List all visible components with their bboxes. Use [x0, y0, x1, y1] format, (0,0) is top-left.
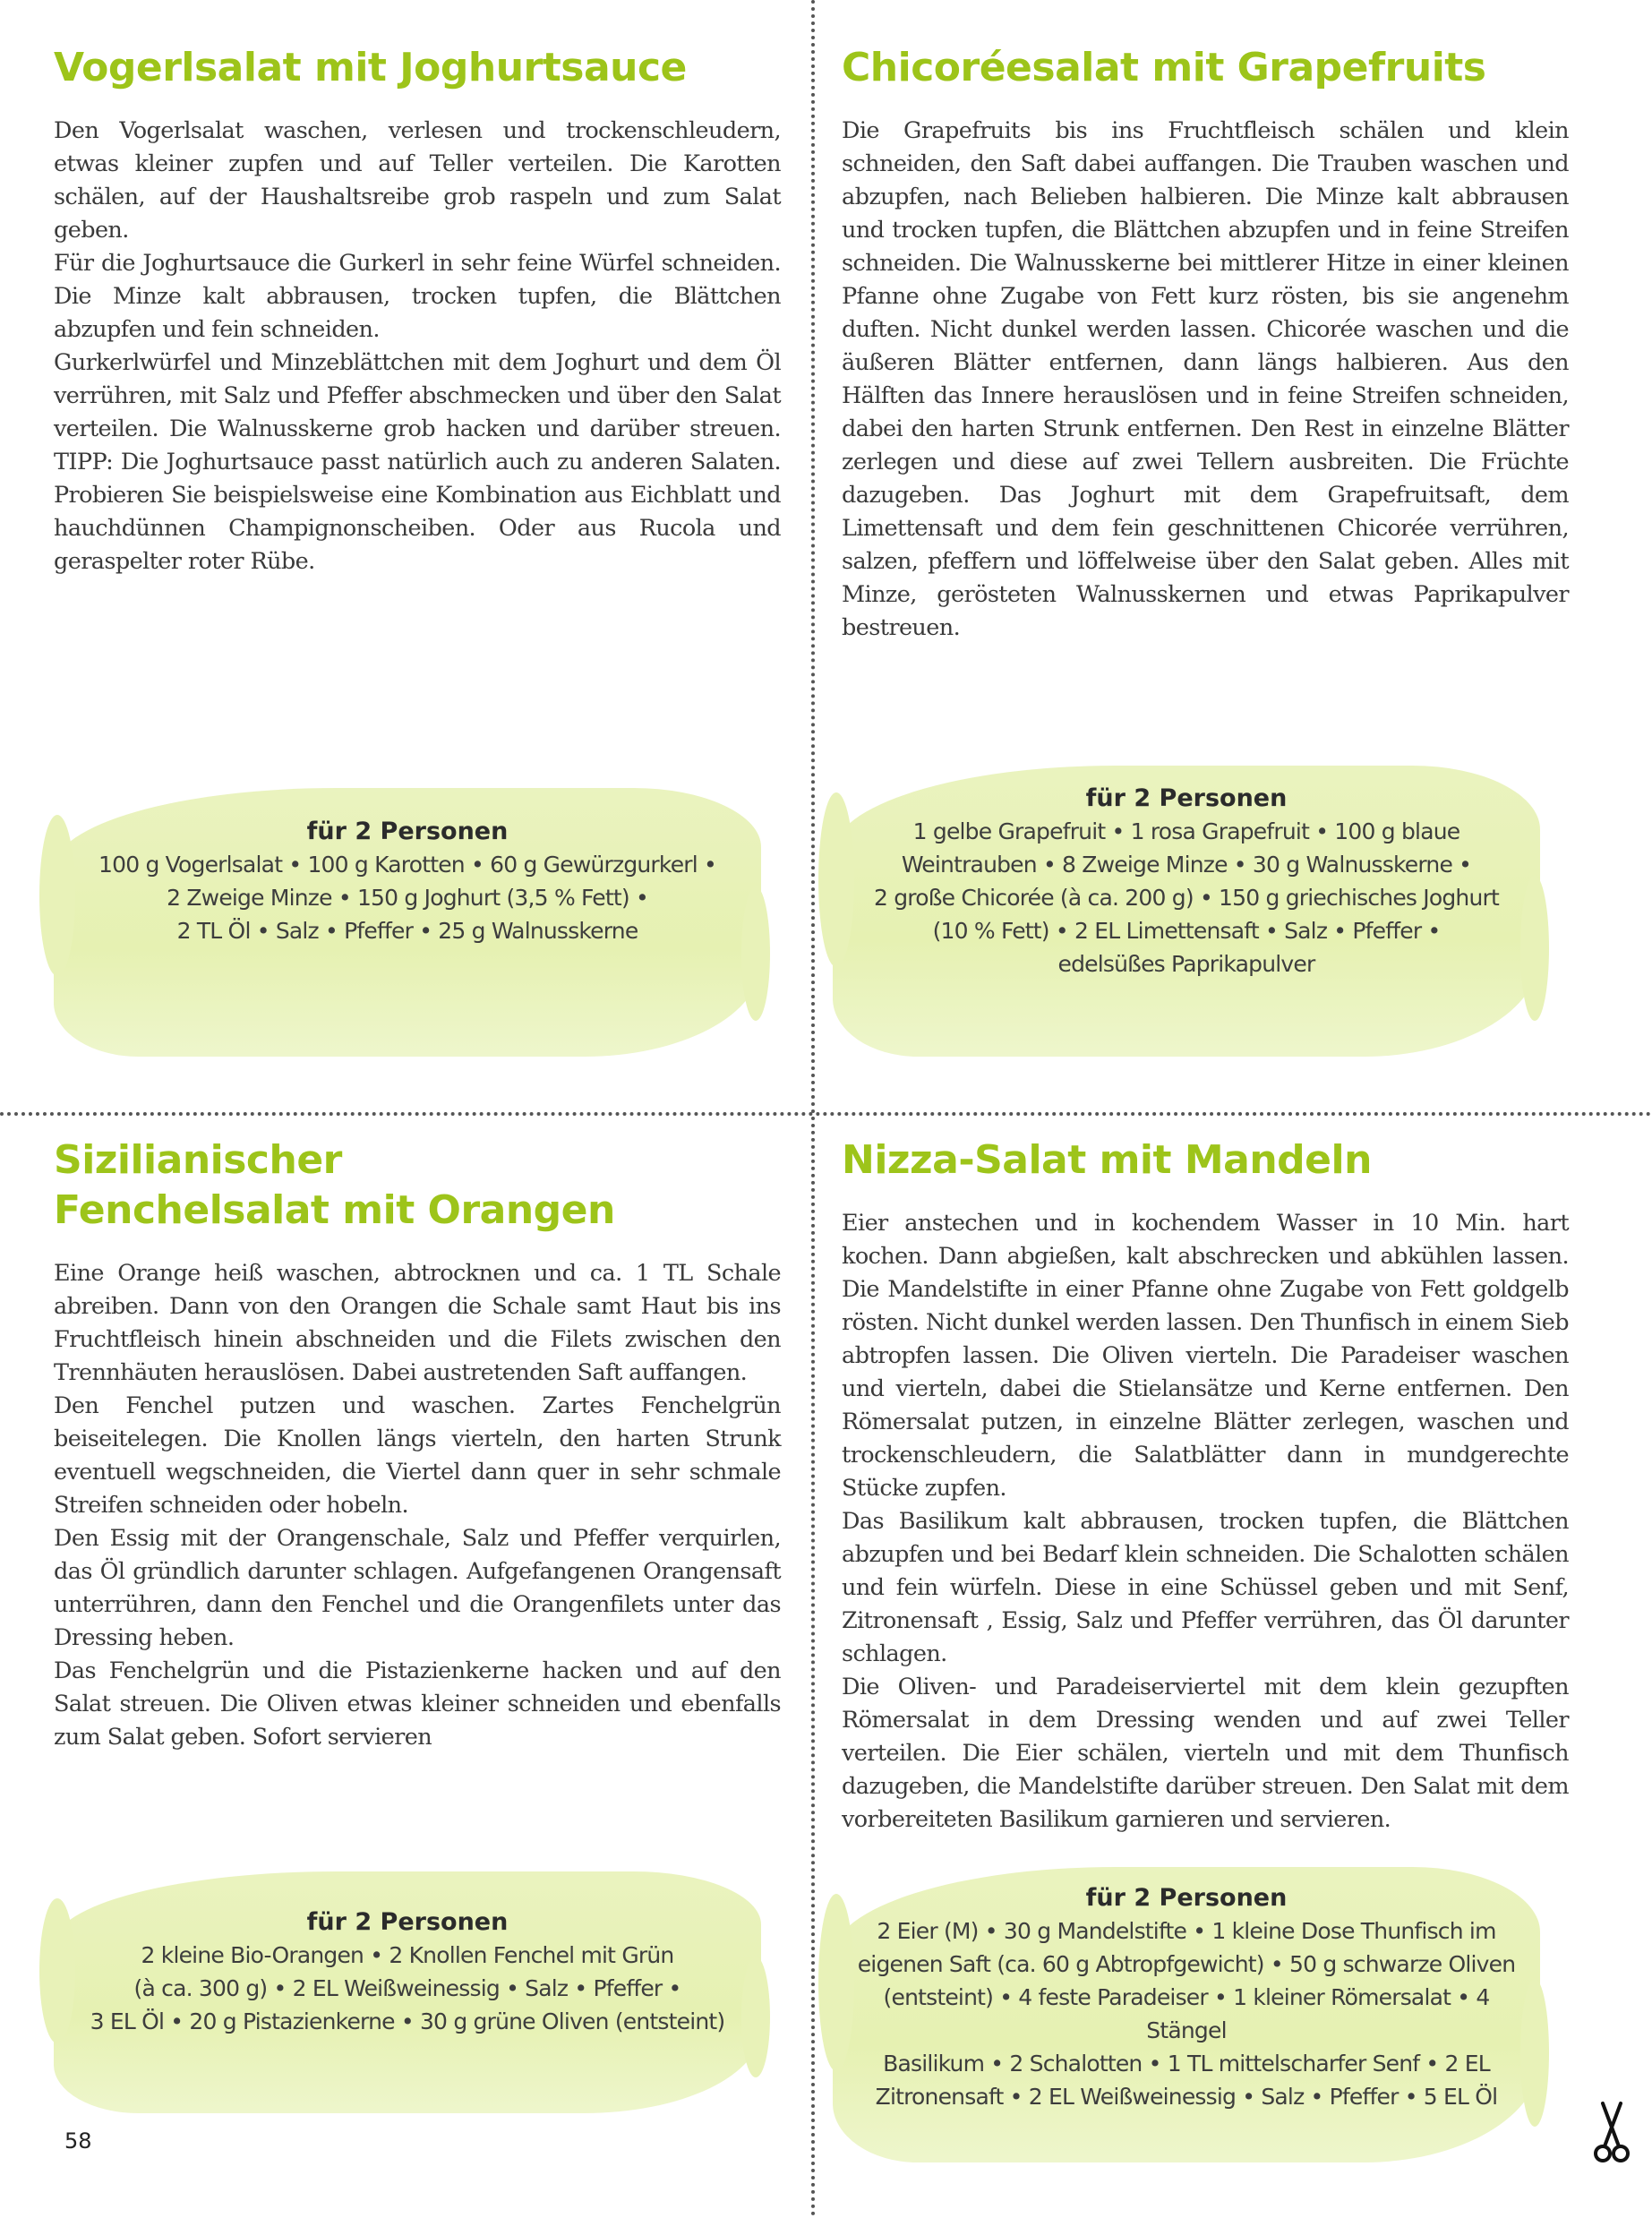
ingredient-line: 2 Zweige Minze • 150 g Joghurt (3,5 % Fett) • [167, 885, 648, 911]
instruction-paragraph: Eine Orange heiß waschen, abtrocknen und ca. 1 TL Schale abreiben. Dann von den Orangen die Schale samt Haut bis ins Fruchtfleisch hinein abschneiden und die Filets zwischen den Trennhäuten herauslösen. Dabei austretenden Saft auffangen. [54, 1260, 781, 1386]
recipe-title: Nizza-Salat mit Mandeln [842, 1137, 1372, 1183]
recipe-instructions [842, 1207, 1569, 1837]
ingredients-box-vogerlsalat [54, 788, 761, 1057]
servings-label: für 2 Personen [1085, 1884, 1288, 1912]
ingredient-line: 3 EL Öl • 20 g Pistazienkerne • 30 g grüne Oliven (entsteint) [90, 2008, 725, 2034]
ingredient-line: 2 kleine Bio-Orangen • 2 Knollen Fenchel mit Grün [141, 1942, 674, 1968]
recipe-title: Vogerlsalat mit Joghurtsauce [54, 45, 687, 90]
recipe-instructions [842, 115, 1569, 645]
recipe-chicoreesalat [842, 43, 1569, 645]
ingredient-line: 2 große Chicorée (à ca. 200 g) • 150 g griechisches Joghurt [873, 885, 1499, 911]
recipe-instructions [54, 115, 781, 578]
ingredient-line: Zitronensaft • 2 EL Weißweinessig • Salz • Pfeffer • 5 EL Öl [875, 2084, 1498, 2110]
ingredient-line: (entsteint) • 4 feste Paradeiser • 1 kleiner Römersalat • 4 Stängel [883, 1984, 1490, 2043]
ingredient-line: eigenen Saft (ca. 60 g Abtropfgewicht) • 50 g schwarze Oliven [857, 1951, 1516, 1977]
ingredient-line: edelsüßes Paprikapulver [1057, 951, 1315, 977]
ingredient-line: (à ca. 300 g) • 2 EL Weißweinessig • Salz • Pfeffer • [133, 1975, 681, 2001]
recipe-title: Sizilianischer Fenchelsalat mit Orangen [54, 1137, 615, 1233]
ingredient-line: 2 Eier (M) • 30 g Mandelstifte • 1 kleine Dose Thunfisch im [877, 1918, 1496, 1944]
servings-label: für 2 Personen [306, 818, 509, 845]
ingredients-box-nizzasalat [833, 1867, 1540, 2162]
instruction-paragraph: Das Basilikum kalt abbrausen, trocken tupfen, die Blättchen abzupfen und bei Bedarf klein schneiden. Die Schalotten schälen und fein würfeln. Diese in eine Schüssel geben und mit Senf, Zitronensaft , Essig, Salz und Pfeffer verrühren, das Öl darunter schlagen. [842, 1508, 1569, 1667]
recipe-fenchelsalat [54, 1135, 781, 1754]
ingredients-box-chicoreesalat [833, 766, 1540, 1057]
recipe-title: Chicoréesalat mit Grapefruits [842, 45, 1486, 90]
instruction-paragraph: Die Grapefruits bis ins Fruchtfleisch schälen und klein schneiden, den Saft dabei auffangen. Die Trauben waschen und abzupfen, nach Belieben halbieren. Die Minze kalt abbrausen und trocken tupfen, die Blättchen abzupfen und in feine Streifen schneiden. Die Walnusskerne bei mittlerer Hitze in einer kleinen Pfanne ohne Zugabe von Fett kurz rösten, bis sie angenehm duften. Nicht dunkel werden lassen. Chicorée waschen und die äußeren Blätter entfernen, dann längs halbieren. Aus den Hälften das Innere herauslösen und in feine Streifen schneiden, dabei den harten Strunk entfernen. Den Rest in einzelne Blätter zerlegen und diese auf zwei Tellern ausbreiten. Die Früchte dazugeben. Das Joghurt mit dem Grapefruitsaft, dem Limettensaft und dem fein geschnittenen Chicorée verrühren, salzen, pfeffern und löffelweise über den Salat geben. Alles mit Minze, gerösteten Walnusskernen und etwas Paprikapulver bestreuen. [842, 117, 1569, 641]
ingredient-line: 1 gelbe Grapefruit • 1 rosa Grapefruit • 100 g blaue [912, 818, 1460, 844]
instruction-paragraph: Den Fenchel putzen und waschen. Zartes Fenchelgrün beiseitelegen. Die Knollen längs vierteln, den harten Strunk eventuell wegschneiden, die Viertel dann quer in sehr schmale Streifen schneiden oder hobeln. [54, 1392, 781, 1519]
ingredient-line: Weintrauben • 8 Zweige Minze • 30 g Walnusskerne • [901, 852, 1472, 878]
instruction-paragraph: Den Vogerlsalat waschen, verlesen und trockenschleudern, etwas kleiner zupfen und auf Teller verteilen. Die Karotten schälen, auf der Haushaltsreibe grob raspeln und zum Salat geben. [54, 117, 781, 244]
instruction-paragraph: Die Oliven- und Paradeiserviertel mit dem klein gezupften Römersalat in dem Dressing wenden und auf zwei Teller verteilen. Die Eier schälen, vierteln und mit dem Thunfisch dazugeben, die Mandelstifte darüber streuen. Den Salat mit dem vorbereiteten Basilikum garnieren und servieren. [842, 1674, 1569, 1833]
instruction-paragraph: Eier anstechen und in kochendem Wasser in 10 Min. hart kochen. Dann abgießen, kalt abschrecken und abkühlen lassen. Die Mandelstifte in einer Pfanne ohne Zugabe von Fett goldgelb rösten. Nicht dunkel werden lassen. Den Thunfisch in einem Sieb abtropfen lassen. Die Oliven vierteln. Die Paradeiser waschen und vierteln, dabei die Stielansätze und Kerne entfernen. Den Römersalat putzen, in einzelne Blätter zerlegen, waschen und trockenschleudern, die Salatblätter dann in mundgerechte Stücke zupfen. [842, 1210, 1569, 1502]
horizontal-cut-line [0, 1112, 1652, 1116]
ingredients-box-fenchelsalat [54, 1871, 761, 2113]
recipe-nizzasalat [842, 1135, 1569, 1837]
instruction-paragraph: Für die Joghurtsauce die Gurkerl in sehr feine Würfel schneiden. Die Minze kalt abbrausen, trocken tupfen, die Blättchen abzupfen und fein schneiden. [54, 250, 781, 343]
ingredient-line: Basilikum • 2 Schalotten • 1 TL mittelscharfer Senf • 2 EL [883, 2051, 1490, 2077]
scissors-icon [1592, 2100, 1631, 2166]
servings-label: für 2 Personen [1085, 784, 1288, 812]
vertical-cut-line [811, 0, 815, 2218]
instruction-paragraph: Den Essig mit der Orangenschale, Salz und Pfeffer verquirlen, das Öl gründlich darunter schlagen. Aufgefangenen Orangensaft unterrühren, dann den Fenchel und die Orangenfilets unter das Dressing heben. [54, 1525, 781, 1651]
instruction-paragraph: Das Fenchelgrün und die Pistazienkerne hacken und auf den Salat streuen. Die Oliven etwas kleiner schneiden und ebenfalls zum Salat geben. Sofort servieren [54, 1657, 781, 1751]
ingredient-line: 100 g Vogerlsalat • 100 g Karotten • 60 g Gewürzgurkerl • [98, 852, 716, 878]
ingredient-line: 2 TL Öl • Salz • Pfeffer • 25 g Walnusskerne [176, 918, 638, 944]
recipe-vogerlsalat [54, 43, 781, 578]
page-number: 58 [64, 2128, 92, 2154]
ingredient-line: (10 % Fett) • 2 EL Limettensaft • Salz • Pfeffer • [932, 918, 1441, 944]
recipe-instructions [54, 1257, 781, 1754]
servings-label: für 2 Personen [306, 1908, 509, 1936]
instruction-paragraph: Gurkerlwürfel und Minzeblättchen mit dem Joghurt und dem Öl verrühren, mit Salz und Pfeffer abschmecken und über den Salat verteilen. Die Walnusskerne grob hacken und darüber streuen. TIPP: Die Joghurtsauce passt natürlich auch zu anderen Salaten. Probieren Sie beispielsweise eine Kombination aus Eichblatt und hauchdünnen Champignonscheiben. Oder aus Rucola und geraspelter roter Rübe. [54, 349, 781, 575]
